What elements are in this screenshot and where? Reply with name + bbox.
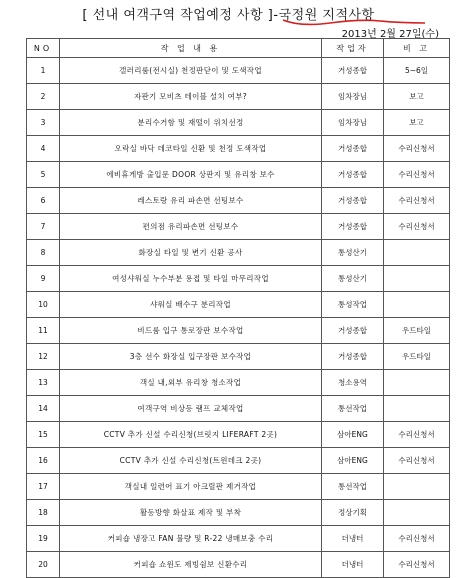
table-row: [27, 422, 450, 448]
header-content: 작 업 내 용: [60, 39, 322, 58]
cell-worker: 삼아ENG: [322, 448, 384, 474]
table-row: [27, 500, 450, 526]
cell-content: 레스토랑 유리 파손면 선팅보수: [60, 188, 322, 214]
cell-note: [384, 292, 450, 318]
cell-note: 보고: [384, 110, 450, 136]
table-row: [27, 240, 450, 266]
cell-worker: 거성종합: [322, 58, 384, 84]
table-row: [27, 526, 450, 552]
cell-worker: 거성종합: [322, 136, 384, 162]
table-header-row: [27, 39, 450, 58]
cell-no: 19: [27, 526, 60, 552]
table-body: [27, 58, 450, 578]
cell-note: 우드타일: [384, 318, 450, 344]
cell-content: 자판기 모비츠 테이블 설치 여부?: [60, 84, 322, 110]
cell-no: 16: [27, 448, 60, 474]
cell-worker: 통선작업: [322, 396, 384, 422]
table-row: [27, 396, 450, 422]
cell-no: 10: [27, 292, 60, 318]
cell-note: 수리신청서: [384, 136, 450, 162]
cell-content: 커피숍 냉장고 FAN 불량 및 R-22 냉매보충 수리: [60, 526, 322, 552]
cell-no: 2: [27, 84, 60, 110]
table-row: [27, 58, 450, 84]
title-highlight: 국정원 지적사항: [278, 8, 375, 23]
cell-note: [384, 240, 450, 266]
cell-content: 오락실 바닥 데코타일 신환 및 천정 도색작업: [60, 136, 322, 162]
cell-no: 13: [27, 370, 60, 396]
cell-note: [384, 266, 450, 292]
cell-note: 우드타일: [384, 344, 450, 370]
cell-no: 18: [27, 500, 60, 526]
cell-note: [384, 396, 450, 422]
title-prefix: [ 선내 여객구역 작업예정 사항 ]-: [82, 8, 279, 23]
cell-note: [384, 474, 450, 500]
header-note: 비 고: [384, 39, 450, 58]
cell-note: [384, 370, 450, 396]
cell-note: 수리신청서: [384, 448, 450, 474]
cell-worker: 거성종합: [322, 188, 384, 214]
cell-note: 수리신청서: [384, 526, 450, 552]
cell-no: 17: [27, 474, 60, 500]
cell-content: 여성샤워실 누수부분 용접 및 타일 마무리작업: [60, 266, 322, 292]
cell-content: 비드룸 입구 통로장판 보수작업: [60, 318, 322, 344]
cell-worker: 임차장님: [322, 110, 384, 136]
cell-worker: 거성종합: [322, 162, 384, 188]
table-row: [27, 188, 450, 214]
cell-content: 샤워실 배수구 분리작업: [60, 292, 322, 318]
cell-content: CCTV 추가 신설 수리신청(브릿지 LIFERAFT 2곳): [60, 422, 322, 448]
cell-no: 5: [27, 162, 60, 188]
cell-no: 6: [27, 188, 60, 214]
cell-content: 화장실 타일 및 변기 신환 공사: [60, 240, 322, 266]
cell-note: 수리신청서: [384, 214, 450, 240]
table-row: [27, 552, 450, 578]
cell-no: 4: [27, 136, 60, 162]
cell-content: 3층 선수 화장실 입구장판 보수작업: [60, 344, 322, 370]
cell-worker: 삼아ENG: [322, 422, 384, 448]
cell-no: 1: [27, 58, 60, 84]
cell-content: 에비휴게방 출입문 DOOR 상판지 및 유리창 보수: [60, 162, 322, 188]
work-table: [26, 38, 450, 578]
table-row: [27, 474, 450, 500]
cell-worker: 통선작업: [322, 474, 384, 500]
table-row: [27, 266, 450, 292]
table-row: [27, 292, 450, 318]
cell-no: 20: [27, 552, 60, 578]
table-row: [27, 214, 450, 240]
cell-worker: 정상기획: [322, 500, 384, 526]
cell-no: 9: [27, 266, 60, 292]
cell-note: [384, 500, 450, 526]
cell-no: 12: [27, 344, 60, 370]
cell-note: 수리신청서: [384, 162, 450, 188]
table-row: [27, 162, 450, 188]
cell-content: 갤러리룸(전시실) 천정판닫이 및 도색작업: [60, 58, 322, 84]
cell-note: 보고: [384, 84, 450, 110]
header-worker: 작업자: [322, 39, 384, 58]
cell-note: 5~6일: [384, 58, 450, 84]
cell-content: 객실내 일련어 표기 아크릴판 제거작업: [60, 474, 322, 500]
cell-no: 14: [27, 396, 60, 422]
cell-worker: 통성산기: [322, 266, 384, 292]
cell-worker: 거성종합: [322, 318, 384, 344]
cell-worker: 통성작업: [322, 292, 384, 318]
cell-note: 수리신청서: [384, 188, 450, 214]
cell-content: 분리수거함 및 재떨이 위치선정: [60, 110, 322, 136]
table-row: [27, 448, 450, 474]
cell-content: 활동방향 화살표 제작 및 부착: [60, 500, 322, 526]
cell-worker: 거성종합: [322, 344, 384, 370]
table-row: [27, 370, 450, 396]
cell-worker: 더냉터: [322, 526, 384, 552]
table-row: [27, 136, 450, 162]
cell-no: 11: [27, 318, 60, 344]
cell-no: 8: [27, 240, 60, 266]
table-row: [27, 318, 450, 344]
cell-no: 7: [27, 214, 60, 240]
cell-content: 편의점 유리파손면 선팅보수: [60, 214, 322, 240]
cell-content: 커피숍 쇼윈도 제빙쉼보 신환수리: [60, 552, 322, 578]
table-row: [27, 110, 450, 136]
cell-no: 3: [27, 110, 60, 136]
document-date: 2013년 2월 27일(수): [341, 29, 439, 40]
header-no: NO: [27, 39, 60, 58]
table-row: [27, 84, 450, 110]
cell-note: 수리신청서: [384, 422, 450, 448]
cell-worker: 청소용역: [322, 370, 384, 396]
cell-content: CCTV 추가 신설 수리신청(트윈데크 2곳): [60, 448, 322, 474]
cell-worker: 거성종합: [322, 214, 384, 240]
cell-content: 객실 내,외부 유리창 청소작업: [60, 370, 322, 396]
cell-worker: 통성산기: [322, 240, 384, 266]
cell-note: 수리신청서: [384, 552, 450, 578]
table-row: [27, 344, 450, 370]
cell-worker: 더냉터: [322, 552, 384, 578]
cell-no: 15: [27, 422, 60, 448]
cell-worker: 임차장님: [322, 84, 384, 110]
cell-content: 여객구역 비상등 램프 교체작업: [60, 396, 322, 422]
